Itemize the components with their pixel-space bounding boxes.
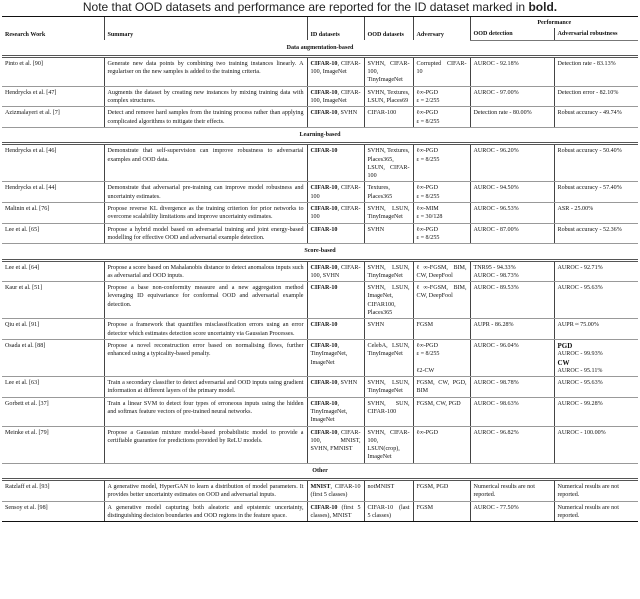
caption-text: Note that OOD datasets and performance are reported for the ID dataset marked in <box>82 0 529 14</box>
research-work-cell: Meinke et al. [79] <box>2 426 104 463</box>
ood-detection-cell <box>470 501 554 522</box>
id-datasets-cell <box>307 339 364 376</box>
adversary-cell <box>413 223 470 244</box>
id-dataset-bold: CIFAR-10 <box>310 264 338 271</box>
summary-cell: Propose a hybrid model based on adversarial training and joint energy-based modelling for effective OOD and adversarial example detection. <box>104 223 307 244</box>
ood-datasets-cell: CelebA, LSUN, TinyImageNet <box>364 339 413 376</box>
research-work-cell: Hendrycks et al. [46] <box>2 144 104 182</box>
robustness-value: Detection rate - 83.13% <box>557 60 616 67</box>
adversary-cell <box>413 86 470 107</box>
ood-detection-cell <box>470 182 554 203</box>
ood-detection-cell <box>470 56 554 86</box>
research-work-cell: Sensoy et al. [98] <box>2 501 104 522</box>
ood-detection-value: AUROC - 96.20% <box>473 148 519 155</box>
id-dataset-bold: CIFAR-10 <box>310 185 338 192</box>
adversary-line: ℓ∞-PGD <box>416 342 438 349</box>
summary-cell: Propose a score based on Mahalanobis distance to detect anomalous inputs such as adversarial and OOD inputs. <box>104 260 307 282</box>
section-header <box>2 40 638 56</box>
adversary-line: ε = 2/255 <box>416 98 440 105</box>
header-ood-datasets: OOD datasets <box>364 17 413 41</box>
research-work-cell: Lee et al. [63] <box>2 377 104 398</box>
ood-datasets-cell: SVHN <box>364 223 413 244</box>
adversary-cell <box>413 107 470 128</box>
robustness-value: AUROC - 92.71% <box>557 264 603 271</box>
adversarial-robustness-cell <box>554 86 638 107</box>
summary-cell: Propose a Gaussian mixture model-based probabilistic model to provide a certifiable guarantee for predictions provided by ReLU models. <box>104 426 307 463</box>
research-work-cell: Kaur et al. [51] <box>2 282 104 319</box>
summary-cell: Train a linear SVM to detect four types of erroneous inputs using the hidden and softmax feature vectors of pre-trained neural networks. <box>104 397 307 426</box>
adversary-cell <box>413 182 470 203</box>
ood-detection-cell <box>470 397 554 426</box>
id-dataset-bold: CIFAR-10 <box>310 60 338 67</box>
adversarial-robustness-cell <box>554 480 638 502</box>
adversarial-robustness-cell <box>554 107 638 128</box>
id-datasets-cell <box>307 260 364 282</box>
adversary-cell <box>413 397 470 426</box>
ood-detection-value: AUROC - 92.18% <box>473 60 519 67</box>
research-work-cell: Azizmalayeri et al. [7] <box>2 107 104 128</box>
adversarial-robustness-cell <box>554 260 638 282</box>
id-datasets-cell <box>307 144 364 182</box>
research-work-cell: Ratzlaff et al. [93] <box>2 480 104 502</box>
adversary-line: FGSM, CW, PGD, BIM <box>416 380 467 395</box>
ood-datasets-cell: SVHN, LSUN, TinyImageNet <box>364 377 413 398</box>
adversarial-robustness-cell <box>554 182 638 203</box>
id-datasets-cell <box>307 377 364 398</box>
id-dataset-text: , SVHN <box>337 110 358 117</box>
robustness-value: Numerical results are not reported. <box>557 484 619 499</box>
adversarial-robustness-cell <box>554 377 638 398</box>
ood-detection-value: AUPR - 86.28% <box>473 322 514 329</box>
id-datasets-cell <box>307 203 364 224</box>
summary-cell: Propose a framework that quantifies misclassification errors using an error detector which estimates detection score uncertainty via Gaussian Processes. <box>104 319 307 340</box>
id-dataset-text: , CIFAR-100, ImageNet <box>310 60 361 76</box>
ood-detection-value: AUROC - 89.53% <box>473 285 519 292</box>
ood-detection-cell <box>470 480 554 502</box>
ood-datasets-cell: SVHN, CIFAR-100, LSUN(crop), ImageNet <box>364 426 413 463</box>
ood-detection-cell <box>470 260 554 282</box>
adversary-line: ℓ∞-MIM <box>416 206 439 213</box>
adversary-line: Corrupted CIFAR-10 <box>416 60 467 76</box>
ood-datasets-cell: CIFAR-100 <box>364 107 413 128</box>
id-dataset-bold: CIFAR-10 <box>310 148 338 155</box>
adversary-line: ε = 30/128 <box>416 214 443 221</box>
ood-detection-value: AUROC - 96.53% <box>473 206 519 213</box>
ood-detection-value: AUROC - 77.50% <box>473 504 519 511</box>
research-work-cell: Malinin et al. [76] <box>2 203 104 224</box>
summary-cell: A generative model, HyperGAN to learn a distribution of model parameters. It provides better uncertainty estimates on OOD and adversarial inputs. <box>104 480 307 502</box>
table-row <box>2 107 638 128</box>
adversary-cell <box>413 319 470 340</box>
id-dataset-bold: CIFAR-10 <box>310 206 338 213</box>
adversary-line: ℓ∞-FGSM, BIM, CW, DeepFool <box>416 285 467 300</box>
ood-datasets-cell: notMNIST <box>364 480 413 502</box>
id-dataset-text: , CIFAR-10 (first 5 classes) <box>310 484 361 499</box>
ood-detection-value: Numerical results are not reported. <box>473 484 535 499</box>
header-research-work: Research Work <box>2 17 104 41</box>
id-datasets-cell <box>307 501 364 522</box>
adversarial-robustness-cell <box>554 426 638 463</box>
table-body <box>2 40 638 522</box>
adversary-line: ℓ∞-PGD <box>416 148 438 155</box>
id-dataset-bold: CIFAR-10 <box>310 380 338 387</box>
research-work-cell: Hendrycks et al. [44] <box>2 182 104 203</box>
adversarial-robustness-cell <box>554 282 638 319</box>
id-dataset-text: , CIFAR-100 <box>310 185 361 200</box>
robustness-value: Robust accuracy - 57.40% <box>557 185 622 192</box>
table-row <box>2 282 638 319</box>
table-row <box>2 397 638 426</box>
section-title: Learning-based <box>2 127 638 143</box>
section-title: Other <box>2 463 638 479</box>
adversary-cell <box>413 282 470 319</box>
research-work-cell: Pinto et al. [90] <box>2 56 104 86</box>
adversarial-robustness-cell <box>554 56 638 86</box>
header-adversarial-robustness: Adversarial robustness <box>554 28 638 40</box>
adversary-line: FGSM <box>416 322 434 329</box>
robustness-value: AUROC - 99.93% <box>557 351 603 358</box>
table-row <box>2 223 638 244</box>
ood-datasets-cell: SVHN, CIFAR-100, TinyImageNet <box>364 56 413 86</box>
adversary-cell <box>413 377 470 398</box>
robustness-value: AUROC - 99.28% <box>557 400 603 407</box>
summary-cell: Generate new data points by combining two training instances linearly. A regulariser on the new samples is added to the training criteria. <box>104 56 307 86</box>
adversary-line: ℓ∞-FGSM, BIM, CW, DeepFool <box>416 264 467 279</box>
adversary-cell <box>413 56 470 86</box>
id-dataset-bold: CIFAR-10 <box>310 226 338 233</box>
table-row <box>2 377 638 398</box>
id-dataset-text: (first 5 classes), MNIST <box>310 504 361 519</box>
ood-detection-value: AUROC - 97.00% <box>473 89 519 96</box>
id-dataset-text: , CIFAR-100, SVHN <box>310 264 361 279</box>
adversary-line: ℓ∞-PGD <box>416 89 438 96</box>
id-dataset-bold: CIFAR-10 <box>310 400 338 407</box>
id-dataset-bold: CIFAR-10 <box>310 342 338 349</box>
section-header <box>2 244 638 260</box>
adversary-line: ℓ2-CW <box>416 367 435 374</box>
robustness-value: AUPR ≈ 75.00% <box>557 322 599 329</box>
robustness-value: AUROC - 95.11% <box>557 367 603 374</box>
summary-cell: Demonstrate that self-supervision can improve robustness to adversarial examples and OOD data. <box>104 144 307 182</box>
ood-detection-value: AUROC - 96.04% <box>473 342 519 349</box>
ood-datasets-cell: SVHN, Textures, LSUN, Places69 <box>364 86 413 107</box>
robustness-value: Robust accuracy - 50.40% <box>557 148 622 155</box>
id-datasets-cell <box>307 397 364 426</box>
ood-detection-value: AUROC - 87.00% <box>473 226 519 233</box>
ood-detection-value: AUROC - 96.82% <box>473 429 519 436</box>
id-dataset-text: , CIFAR-100 <box>310 206 361 221</box>
robustness-value: Numerical results are not reported. <box>557 504 619 519</box>
table-row <box>2 182 638 203</box>
summary-cell: Train a secondary classifier to detect adversarial and OOD inputs using gradient information at different layers of the primary model. <box>104 377 307 398</box>
summary-cell: Augments the dataset by creating new instances by mixing training data with complex structures. <box>104 86 307 107</box>
section-header <box>2 127 638 143</box>
id-dataset-text: , CIFAR-100, ImageNet <box>310 89 361 105</box>
adversarial-robustness-cell <box>554 223 638 244</box>
id-datasets-cell <box>307 107 364 128</box>
id-dataset-bold: CIFAR-10 <box>310 285 338 292</box>
table-row <box>2 339 638 376</box>
ood-detection-value: Detection rate - 80.00% <box>473 110 532 117</box>
ood-detection-cell <box>470 107 554 128</box>
comparison-table <box>2 16 638 522</box>
table-row <box>2 260 638 282</box>
table-row <box>2 426 638 463</box>
ood-detection-value: AUROC - 98.73% <box>473 272 519 279</box>
id-dataset-text: , CIFAR-100, MNIST, SVHN, FMNIST <box>310 429 361 453</box>
summary-cell: Propose a base non-conformity measure and a new aggregation method leveraging ID equivariance for conformal OOD and adversarial example detection. <box>104 282 307 319</box>
adversarial-robustness-cell <box>554 203 638 224</box>
summary-cell: Propose a novel reconstruction error based on normalising flows, further enhanced using a typicality-based penalty. <box>104 339 307 376</box>
adversary-line: ε = 8/255 <box>416 351 440 358</box>
id-dataset-bold: CIFAR-10 <box>310 429 338 436</box>
adversary-cell <box>413 203 470 224</box>
id-datasets-cell <box>307 480 364 502</box>
table-row <box>2 203 638 224</box>
id-dataset-bold: CIFAR-10 <box>310 110 338 117</box>
ood-detection-cell <box>470 339 554 376</box>
id-dataset-bold: MNIST <box>310 484 331 491</box>
table-row <box>2 56 638 86</box>
ood-datasets-cell: SVHN, LSUN, ImageNet, CIFAR100, Places365 <box>364 282 413 319</box>
table-row <box>2 319 638 340</box>
adversary-cell <box>413 480 470 502</box>
adversary-cell <box>413 260 470 282</box>
robustness-value: Robust accuracy - 52.36% <box>557 226 622 233</box>
adversarial-robustness-cell <box>554 397 638 426</box>
section-title: Data augmentation-based <box>2 40 638 56</box>
attack-label: PGD <box>557 341 573 350</box>
robustness-value: Detection error - 82.10% <box>557 89 619 96</box>
ood-detection-value: AUROC - 94.50% <box>473 185 519 192</box>
table-row <box>2 144 638 182</box>
ood-datasets-cell: SVHN, LSUN, TinyImageNet <box>364 203 413 224</box>
id-dataset-text: , TinyImageNet, ImageNet <box>310 400 348 424</box>
table-row <box>2 501 638 522</box>
id-datasets-cell <box>307 223 364 244</box>
adversarial-robustness-cell <box>554 144 638 182</box>
ood-datasets-cell: SVHN <box>364 319 413 340</box>
adversary-line: ε = 8/255 <box>416 234 440 241</box>
ood-datasets-cell: SVHN, LSUN, TinyImageNet <box>364 260 413 282</box>
id-datasets-cell <box>307 182 364 203</box>
id-datasets-cell <box>307 319 364 340</box>
ood-detection-cell <box>470 426 554 463</box>
table-caption <box>0 1 640 14</box>
caption-bold-text: bold. <box>528 0 558 14</box>
section-title: Score-based <box>2 244 638 260</box>
adversary-line: ε = 8/255 <box>416 193 440 200</box>
research-work-cell: Hendrycks et al. [47] <box>2 86 104 107</box>
ood-detection-cell <box>470 86 554 107</box>
robustness-value: AUROC - 95.63% <box>557 380 603 387</box>
adversary-cell <box>413 501 470 522</box>
adversary-line: ε = 8/255 <box>416 118 440 125</box>
table-row <box>2 480 638 502</box>
id-datasets-cell <box>307 282 364 319</box>
ood-detection-value: TNR95 - 94.33% <box>473 264 516 271</box>
ood-detection-cell <box>470 203 554 224</box>
header-adversary: Adversary <box>413 17 470 41</box>
summary-cell: Propose reverse KL divergence as the training criterion for prior networks to overcome scalability limitations and improve uncertainty estimates. <box>104 203 307 224</box>
header-ood-detection: OOD detection <box>470 28 554 40</box>
id-datasets-cell <box>307 86 364 107</box>
adversary-cell <box>413 144 470 182</box>
summary-cell: Detect and remove hard samples from the training process rather than applying complicated algorithms to mitigate their effects. <box>104 107 307 128</box>
ood-detection-value: AUROC - 98.63% <box>473 400 519 407</box>
adversary-line: ℓ∞-PGD <box>416 226 438 233</box>
section-header <box>2 463 638 479</box>
header-id-datasets: ID datasets <box>307 17 364 41</box>
research-work-cell: Lee et al. [65] <box>2 223 104 244</box>
robustness-value: AUROC - 95.63% <box>557 285 603 292</box>
id-dataset-text: , SVHN <box>337 380 358 387</box>
ood-detection-cell <box>470 223 554 244</box>
summary-cell: Demonstrate that adversarial pre-training can improve model robustness and uncertainty estimates. <box>104 182 307 203</box>
id-datasets-cell <box>307 56 364 86</box>
id-datasets-cell <box>307 426 364 463</box>
adversary-line: ℓ∞-PGD <box>416 429 438 436</box>
id-dataset-bold: CIFAR-10 <box>310 322 338 329</box>
adversary-line: FGSM, PGD <box>416 484 449 491</box>
ood-datasets-cell: SVHN, SUN, CIFAR-100 <box>364 397 413 426</box>
adversary-line: FGSM, CW, PGD <box>416 400 461 407</box>
research-work-cell: Osada et al. [88] <box>2 339 104 376</box>
adversary-cell <box>413 426 470 463</box>
id-dataset-text: , TinyImageNet, ImageNet <box>310 342 348 366</box>
ood-detection-cell <box>470 144 554 182</box>
summary-cell: A generative model capturing both aleatoric and epistemic uncertainty, distinguishing decision boundaries and OOD regions in the feature space. <box>104 501 307 522</box>
adversary-cell <box>413 339 470 376</box>
robustness-value: Robust accuracy - 49.74% <box>557 110 622 117</box>
adversarial-robustness-cell <box>554 339 638 376</box>
ood-detection-cell <box>470 377 554 398</box>
adversary-line: FGSM <box>416 504 434 511</box>
research-work-cell: Gorbett et al. [37] <box>2 397 104 426</box>
id-dataset-bold: CIFAR-10 <box>310 89 338 96</box>
adversarial-robustness-cell <box>554 501 638 522</box>
ood-detection-value: AUROC - 98.78% <box>473 380 519 387</box>
robustness-value: AUROC - 100.00% <box>557 429 606 436</box>
header-performance: Performance <box>470 17 638 29</box>
ood-datasets-cell: Textures, Places365 <box>364 182 413 203</box>
ood-datasets-cell: SVHN, Textures, Places365, LSUN, CIFAR-100 <box>364 144 413 182</box>
adversary-line: ε = 8/255 <box>416 156 440 163</box>
adversarial-robustness-cell <box>554 319 638 340</box>
adversary-line: ℓ∞-PGD <box>416 110 438 117</box>
header-summary: Summary <box>104 17 307 41</box>
table-header <box>2 17 638 41</box>
robustness-value: ASR - 25.00% <box>557 206 594 213</box>
adversary-line: ℓ∞-PGD <box>416 185 438 192</box>
ood-detection-cell <box>470 282 554 319</box>
attack-label: CW <box>557 358 570 367</box>
ood-datasets-cell: CIFAR-10 (last 5 classes) <box>364 501 413 522</box>
table-row <box>2 86 638 107</box>
id-dataset-bold: CIFAR-10 <box>310 504 338 511</box>
ood-detection-cell <box>470 319 554 340</box>
research-work-cell: Lee et al. [64] <box>2 260 104 282</box>
research-work-cell: Qiu et al. [91] <box>2 319 104 340</box>
